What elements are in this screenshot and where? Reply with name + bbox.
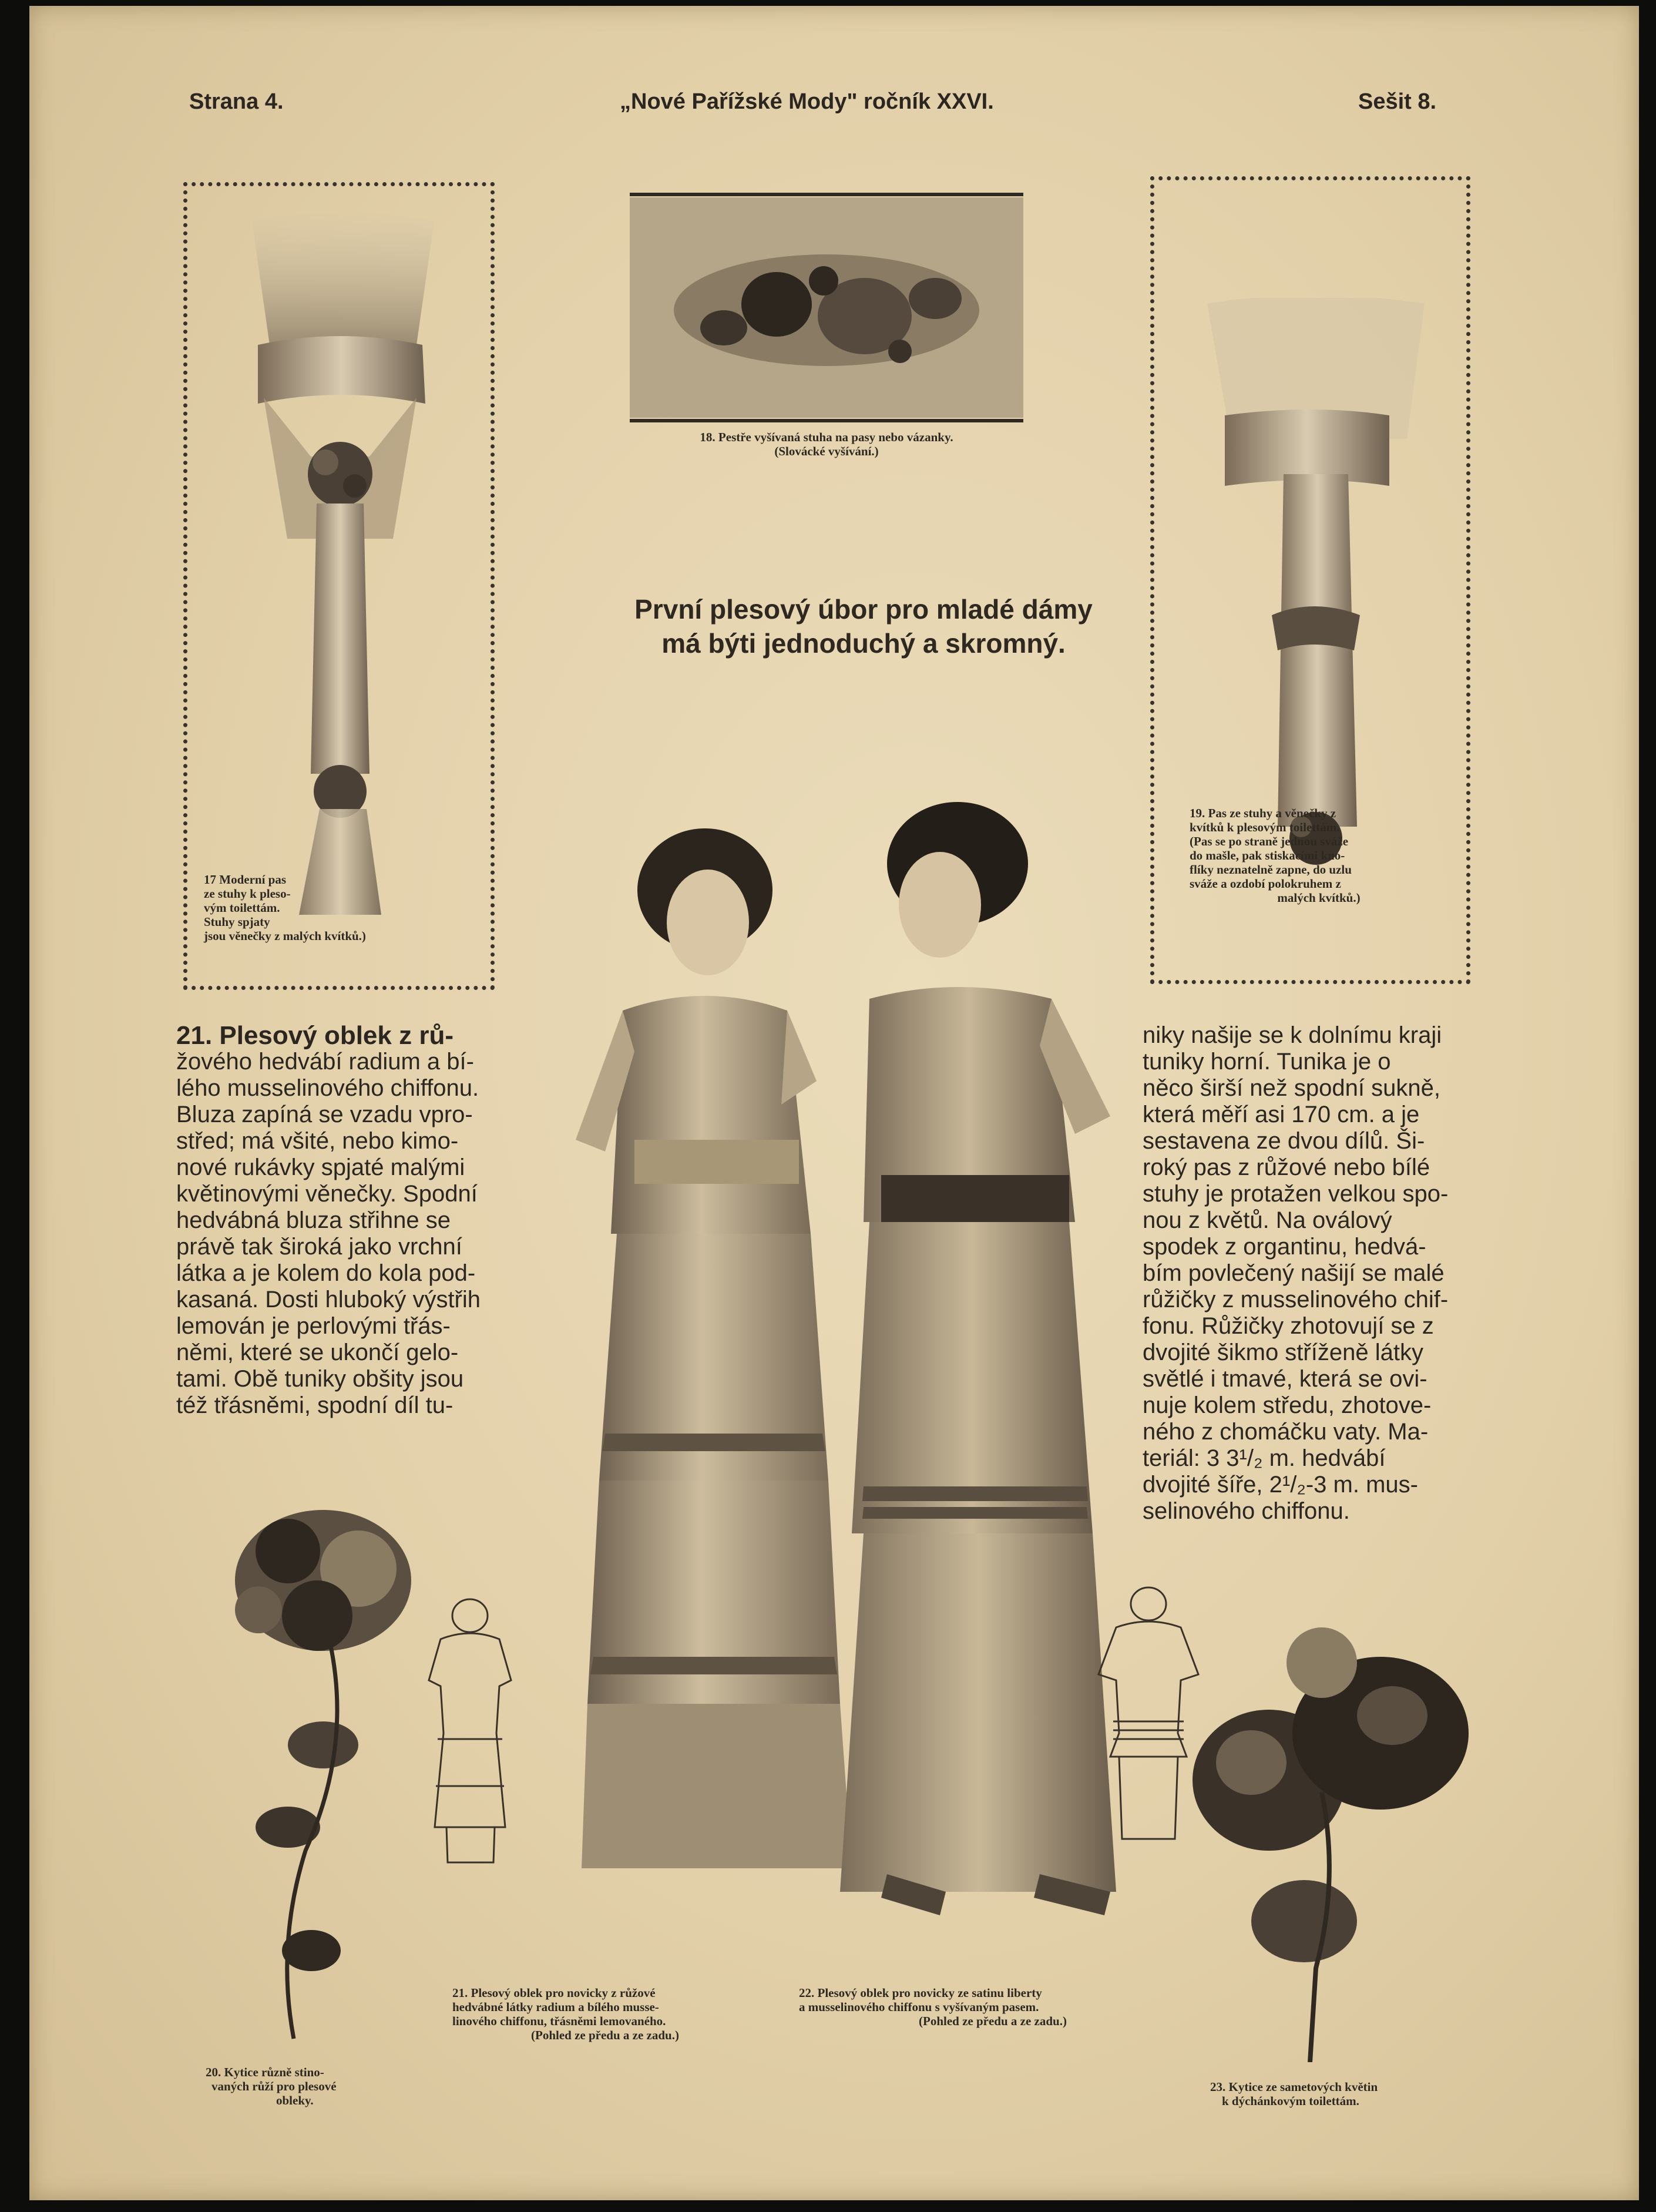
caption-line: k dýchánkovým toilettám. [1222,2094,1359,2108]
caption-line: vým toilettám. [204,901,280,915]
figure-19-frame [1150,176,1470,984]
article-line: nou z květů. Na oválový [1143,1207,1392,1233]
article-line: lého musselinového chiffonu. [176,1075,479,1101]
article-line: něco širší než spodní sukně, [1143,1075,1440,1101]
article-line: roký pas z růžové nebo bílé [1143,1154,1430,1180]
caption-line: malých kvítků.) [1277,891,1361,905]
article-line: která měří asi 170 cm. a je [1143,1102,1420,1127]
page-number: Strana 4. [189,89,284,114]
article-line: Bluza zapíná se vzadu vpro- [176,1102,473,1127]
article-line: kasaná. Dosti hluboký výstřih [176,1287,481,1313]
caption-line: 21. Plesový oblek pro novicky z růžové [452,1986,656,2000]
figure-23-caption [1210,2080,1378,2108]
article-line: ného z chomáčku vaty. Ma- [1143,1419,1429,1445]
article-line: 21. Plesový oblek z rů- [176,1021,454,1050]
article-right-column [1143,1022,1501,1525]
article-line: květinovými věnečky. Spodní [176,1181,478,1207]
embroidered-ribbon-illustration [630,193,1023,425]
velvet-flower-bouquet-illustration [1187,1616,1492,2062]
caption-line: 17 Moderní pas [204,872,287,887]
caption-line: a musselinového chiffonu s vyšívaným pasem. [799,2000,1039,2014]
article-line: světlé i tmavé, která se ovi- [1143,1366,1427,1392]
caption-line: jsou věnečky z malých kvítků.) [204,929,366,943]
caption-line: 18. Pestře vyšívaná stuha na pasy nebo vázanky. [700,430,953,444]
article-line: dvojité šíře, 2¹/₂-3 m. mus- [1143,1472,1418,1498]
caption-line: do mašle, pak stiskacími kno- [1190,848,1345,862]
article-line: právě tak široká jako vrchní [176,1234,462,1260]
article-line: nové rukávky spjaté malými [176,1154,465,1180]
article-line: bím povlečený našijí se malé [1143,1260,1445,1286]
figure-21-caption [452,1986,758,2042]
caption-line: 22. Plesový oblek pro novicky ze satinu liberty [799,1986,1042,2000]
caption-line: obleky. [276,2093,314,2107]
headline-line-1: První plesový úbor pro mladé dámy [634,594,1093,625]
article-line: hedvábná bluza střihne se [176,1207,451,1233]
two-ball-gowns-illustration [535,787,1157,1951]
article-line: tami. Obě tuniky obšity jsou [176,1366,464,1392]
figure-17-frame [183,182,495,990]
figure-22-caption [799,1986,1187,2028]
caption-line: sváže a ozdobí polokruhem z [1190,877,1341,891]
caption-line: ze stuhy k pleso- [204,887,291,901]
article-line: stuhy je protažen velkou spo- [1143,1181,1449,1207]
caption-line: 23. Kytice ze sametových květin [1210,2080,1378,2094]
figure-19-caption [1190,806,1448,905]
caption-line: 19. Pas ze stuhy a věnečky z [1190,806,1336,820]
article-line: spodek z organtinu, hedvá- [1143,1234,1426,1260]
caption-line: (Pohled ze předu a ze zadu.) [531,2028,679,2042]
article-line: němi, které se ukončí gelo- [176,1340,459,1365]
article-line: žového hedvábí radium a bí- [176,1049,474,1075]
article-line: teriál: 3 3¹/₂ m. hedvábí [1143,1445,1386,1471]
article-left-column [176,1022,523,1419]
issue-number: Sešit 8. [1358,89,1437,114]
caption-line: (Slovácké vyšívání.) [774,444,879,458]
figure-20-caption [206,2065,337,2107]
caption-line: (Pohled ze předu a ze zadu.) [919,2014,1067,2028]
article-line: látka a je kolem do kola pod- [176,1260,476,1286]
caption-line: kvítků k plesovým toilettám. [1190,820,1340,834]
caption-line: flíky neznatelně zapne, do uzlu [1190,862,1352,877]
ribbon-belt-illustration [223,210,458,932]
article-line: střed; má všité, nebo kimo- [176,1128,459,1154]
article-line: sestavena ze dvou dílů. Ši- [1143,1128,1425,1154]
headline-line-2: má býti jednoduchý a skromný. [661,628,1066,659]
caption-line: linového chiffonu, třásněmi lemovaného. [452,2014,666,2028]
page-headline [552,592,1175,660]
caption-line: vaných růží pro plesové [211,2079,337,2093]
article-line: selinového chiffonu. [1143,1498,1350,1524]
caption-line: 20. Kytice různě stino- [206,2065,324,2079]
caption-line: hedvábné látky radium a bílého musse- [452,2000,659,2014]
article-line: niky našije se k dolnímu kraji [1143,1022,1442,1048]
article-line: fonu. Růžičky zhotovují se z [1143,1313,1434,1339]
article-line: růžičky z musselinového chif- [1143,1287,1449,1313]
article-line: dvojité šikmo stříženě látky [1143,1340,1423,1365]
article-line: též třásněmi, spodní díl tu- [176,1392,454,1418]
magazine-page [29,6,1639,2200]
article-line: tuniky horní. Tunika je o [1143,1049,1391,1075]
figure-17-caption [204,872,366,943]
rose-bouquet-illustration [206,1498,452,2045]
article-line: nuje kolem středu, zhotove- [1143,1392,1432,1418]
journal-title: „Nové Pařížské Mody" ročník XXVI. [620,89,994,114]
ribbon-belt-with-flowers-illustration [1195,298,1430,885]
caption-line: (Pas se po straně jednou sváže [1190,834,1349,848]
figure-18-caption [630,430,1023,458]
caption-line: Stuhy spjaty [204,915,270,929]
article-line: lemován je perlovými třás- [176,1313,451,1339]
